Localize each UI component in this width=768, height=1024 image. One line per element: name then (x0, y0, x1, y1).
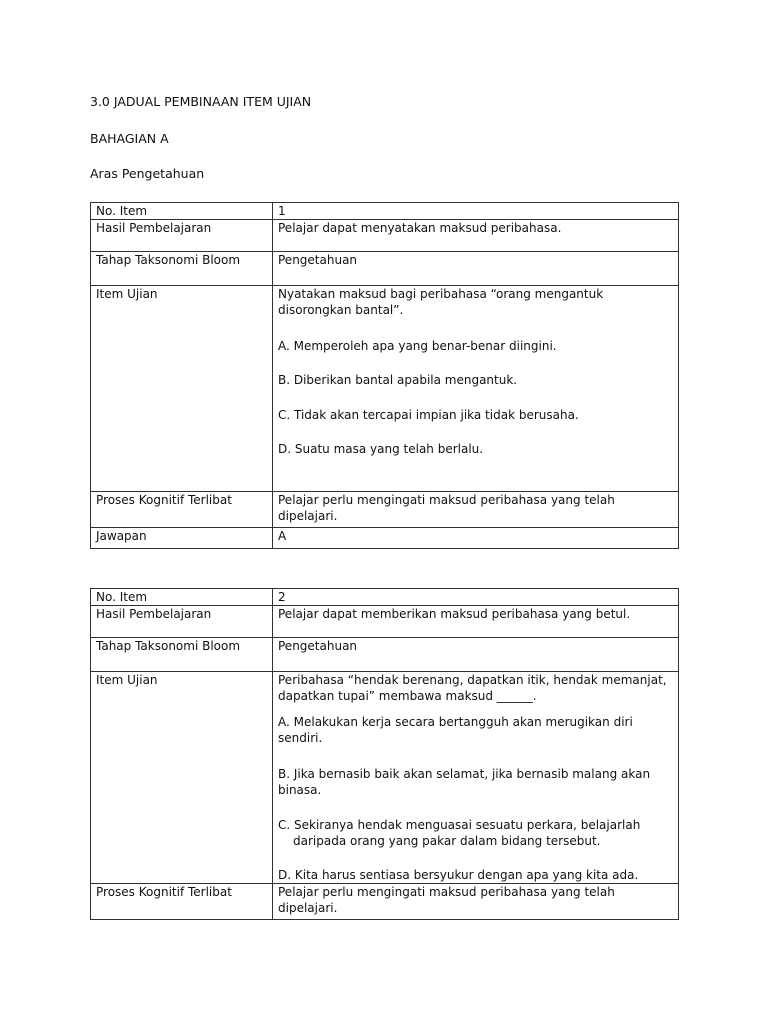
value-item-ujian (273, 286, 679, 492)
value-proses: Pelajar perlu mengingati maksud peribahasa yang telah dipelajari. (273, 884, 679, 920)
option-d: D. Suatu masa yang telah berlalu. (278, 442, 484, 456)
row-tahap (91, 638, 679, 672)
section-title: 3.0 JADUAL PEMBINAAN ITEM UJIAN (90, 94, 312, 109)
level-title: Aras Pengetahuan (90, 166, 205, 181)
option-d: D. Kita harus sentiasa bersyukur dengan apa yang kita ada. (278, 868, 639, 882)
label-no-item: No. Item (91, 203, 273, 220)
label-item-ujian: Item Ujian (91, 286, 273, 492)
row-proses (91, 492, 679, 528)
row-jawapan (91, 528, 679, 549)
option-c: C. Tidak akan tercapai impian jika tidak berusaha. (278, 408, 579, 422)
row-tahap (91, 252, 679, 286)
row-no-item (91, 589, 679, 606)
label-proses: Proses Kognitif Terlibat (91, 884, 273, 920)
item-table-2 (90, 588, 679, 920)
question-stem: Nyatakan maksud bagi peribahasa “orang mengantuk disorongkan bantal”. (278, 287, 604, 317)
value-tahap: Pengetahuan (273, 252, 679, 286)
label-item-ujian: Item Ujian (91, 672, 273, 884)
option-c: C. Sekiranya hendak menguasai sesuatu perkara, belajarlah daripada orang yang pakar dalam bidang tersebut. (278, 818, 641, 848)
row-hasil (91, 220, 679, 252)
value-proses: Pelajar perlu mengingati maksud peribahasa yang telah dipelajari. (273, 492, 679, 528)
option-b: B. Diberikan bantal apabila mengantuk. (278, 373, 518, 387)
item-table-1 (90, 202, 679, 549)
question-stem: Peribahasa “hendak berenang, dapatkan itik, hendak memanjat, dapatkan tupai” membawa maksud ______. (278, 673, 667, 703)
row-item-ujian (91, 672, 679, 884)
option-a: A. Memperoleh apa yang benar-benar diingini. (278, 339, 557, 353)
option-a: A. Melakukan kerja secara bertangguh akan merugikan diri sendiri. (278, 715, 633, 745)
row-item-ujian (91, 286, 679, 492)
row-hasil (91, 606, 679, 638)
row-proses (91, 884, 679, 920)
value-no-item: 1 (273, 203, 679, 220)
label-tahap: Tahap Taksonomi Bloom (91, 252, 273, 286)
value-item-ujian (273, 672, 679, 884)
value-jawapan: A (273, 528, 679, 549)
label-proses: Proses Kognitif Terlibat (91, 492, 273, 528)
label-jawapan: Jawapan (91, 528, 273, 549)
value-hasil: Pelajar dapat memberikan maksud peribahasa yang betul. (273, 606, 679, 638)
label-no-item: No. Item (91, 589, 273, 606)
part-title: BAHAGIAN A (90, 131, 169, 146)
label-tahap: Tahap Taksonomi Bloom (91, 638, 273, 672)
value-tahap: Pengetahuan (273, 638, 679, 672)
option-b: B. Jika bernasib baik akan selamat, jika bernasib malang akan binasa. (278, 767, 651, 797)
row-no-item (91, 203, 679, 220)
value-no-item: 2 (273, 589, 679, 606)
value-hasil: Pelajar dapat menyatakan maksud peribahasa. (273, 220, 679, 252)
label-hasil: Hasil Pembelajaran (91, 220, 273, 252)
label-hasil: Hasil Pembelajaran (91, 606, 273, 638)
